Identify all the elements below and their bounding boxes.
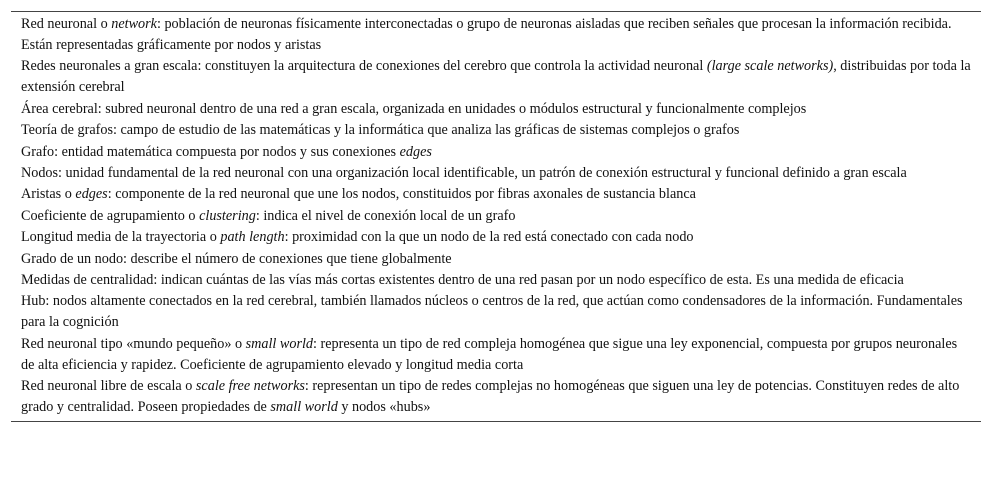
glossary-entry-small-world (11, 334, 981, 376)
entry-italic-term: edges (399, 143, 432, 160)
glossary-entry-nodes (11, 163, 981, 184)
glossary-entry-graph (11, 142, 981, 163)
entry-italic-term: small world (245, 335, 314, 352)
glossary-entry-large-scale-networks (11, 56, 981, 98)
entry-text: : indica el nivel de conexión local de un grafo (255, 207, 516, 224)
entry-text: : proximidad con la que un nodo de la red está conectado con cada nodo (284, 229, 694, 246)
entry-text: Red neuronal libre de escala o (21, 378, 196, 395)
entry-text: : componente de la red neuronal que une los nodos, constituidos por fibras axonales de sustancia blanca (107, 186, 696, 203)
glossary-entry-hub (11, 291, 981, 333)
glossary-entry-scale-free (11, 376, 981, 418)
entry-italic-term: small world (270, 399, 338, 416)
entry-italic-term: scale free networks (195, 378, 305, 395)
entry-text: Teoría de grafos: campo de estudio de las matemáticas y la informática que analiza las gráficas de sistemas complejos o grafos (21, 122, 740, 139)
glossary-entry-path-length (11, 227, 981, 248)
glossary-entry-clustering (11, 206, 981, 227)
entry-text: y nodos «hubs» (337, 399, 431, 416)
entry-text: Longitud media de la trayectoria o (21, 229, 221, 246)
entry-text: Hub: nodos altamente conectados en la red cerebral, también llamados núcleos o centros de la red, que actúan como condensadores de la información. Fundamentales para la cognición (21, 293, 963, 331)
entry-text: Área cerebral: subred neuronal dentro de una red a gran escala, organizada en unidades o módulos estructural y funcionalmente complejos (21, 100, 807, 117)
entry-italic-term: clustering (199, 207, 256, 224)
entry-text: Aristas o (21, 186, 76, 203)
entry-italic-term: (large scale networks) (706, 58, 834, 75)
entry-text: Medidas de centralidad: indican cuántas de las vías más cortas existentes dentro de una red pasan por un nodo específico de esta. Es una medida de eficacia (21, 271, 904, 288)
glossary-entry-graph-theory (11, 120, 981, 141)
entry-text: Nodos: unidad fundamental de la red neuronal con una organización local identificable, un patrón de conexión estructural y funcional definido a gran escala (21, 164, 907, 181)
entry-italic-term: path length (220, 229, 285, 246)
entry-text: Red neuronal tipo «mundo pequeño» o (21, 335, 246, 352)
entry-italic-term: network (111, 16, 157, 32)
glossary-table (11, 11, 981, 422)
entry-text: Redes neuronales a gran escala: constituyen la arquitectura de conexiones del cerebro que controla la actividad neuronal (21, 58, 707, 75)
entry-text: : población de neuronas físicamente interconectadas o grupo de neuronas aisladas que reciben señales que procesan la información recibida. Están representadas gráficamente por nodos y aristas (21, 16, 952, 53)
entry-text: Coeficiente de agrupamiento o (21, 207, 200, 224)
entry-italic-term: edges (75, 186, 108, 203)
glossary-entry-edges (11, 184, 981, 205)
entry-text: , distribuidas por toda la extensión cerebral (21, 58, 971, 96)
glossary-entry-brain-area (11, 99, 981, 120)
glossary-entry-network (11, 14, 981, 56)
entry-text: Red neuronal o (21, 16, 112, 32)
entry-text: Grado de un nodo: describe el número de conexiones que tiene globalmente (21, 250, 452, 267)
entry-text: : representa un tipo de red compleja homogénea que sigue una ley exponencial, compuesta por grupos neuronales de alta eficiencia y rapidez. Coeficiente de agrupamiento elevado y longitud media corta (21, 335, 958, 373)
entry-text: Grafo: entidad matemática compuesta por nodos y sus conexiones (21, 143, 400, 160)
glossary-entry-centrality (11, 270, 981, 291)
glossary-entry-node-degree (11, 249, 981, 270)
entry-text: : representan un tipo de redes complejas no homogéneas que siguen una ley de potencias. Constituyen redes de alto grado y centralidad. Poseen propiedades de (21, 378, 960, 416)
